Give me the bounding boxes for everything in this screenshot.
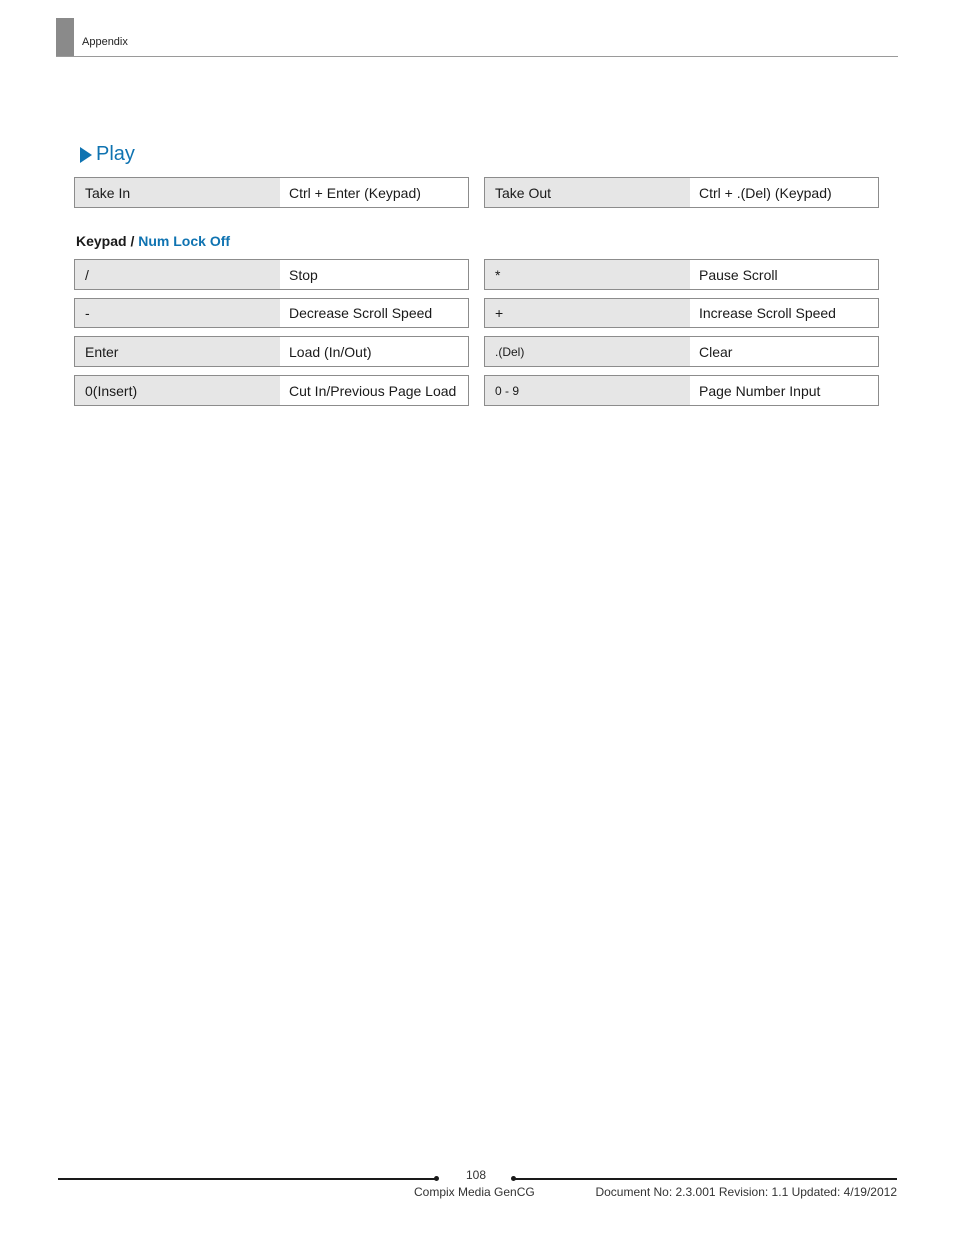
keypad-key: 0 - 9 — [485, 376, 690, 405]
keypad-function: Decrease Scroll Speed — [280, 299, 468, 327]
footer-product-name: Compix Media GenCG — [414, 1185, 535, 1199]
keypad-row — [484, 298, 879, 328]
keypad-separator: / — [126, 233, 139, 249]
keypad-function: Cut In/Previous Page Load — [280, 376, 468, 405]
keypad-function: Clear — [690, 337, 878, 366]
keypad-row — [484, 375, 879, 406]
keypad-row — [74, 298, 469, 328]
shortcut-action: Take In — [75, 178, 280, 207]
keypad-subheading — [76, 233, 230, 249]
shortcut-keys: Ctrl + .(Del) (Keypad) — [690, 178, 878, 207]
shortcut-row — [74, 177, 469, 208]
header-section-label: Appendix — [82, 36, 128, 48]
keypad-key: Enter — [75, 337, 280, 366]
shortcut-keys: Ctrl + Enter (Keypad) — [280, 178, 468, 207]
keypad-key: - — [75, 299, 280, 327]
shortcut-row — [484, 177, 879, 208]
keypad-function: Page Number Input — [690, 376, 878, 405]
keypad-row — [74, 336, 469, 367]
keypad-key: * — [485, 260, 690, 289]
keypad-mode: Num Lock Off — [138, 233, 231, 249]
keypad-key: / — [75, 260, 280, 289]
keypad-row — [74, 259, 469, 290]
keypad-function: Pause Scroll — [690, 260, 878, 289]
keypad-row — [484, 336, 879, 367]
footer-document-info: Document No: 2.3.001 Revision: 1.1 Updated: 4/19/2012 — [595, 1185, 897, 1199]
keypad-label: Keypad — [76, 233, 127, 249]
keypad-function: Load (In/Out) — [280, 337, 468, 366]
footer-dot-left — [434, 1176, 439, 1181]
shortcut-action: Take Out — [485, 178, 690, 207]
keypad-key: .(Del) — [485, 337, 690, 366]
page-number: 108 — [466, 1168, 487, 1182]
header-tab — [56, 18, 74, 57]
keypad-key: + — [485, 299, 690, 327]
keypad-row — [484, 259, 879, 290]
footer-rule-right — [514, 1178, 897, 1180]
section-title: Play — [96, 143, 135, 165]
footer-rule-left — [58, 1178, 436, 1180]
keypad-key: 0(Insert) — [75, 376, 280, 405]
keypad-function: Stop — [280, 260, 468, 289]
keypad-row — [74, 375, 469, 406]
section-heading — [80, 143, 135, 166]
header-divider — [56, 56, 898, 57]
play-triangle-icon — [80, 147, 92, 163]
keypad-function: Increase Scroll Speed — [690, 299, 878, 327]
